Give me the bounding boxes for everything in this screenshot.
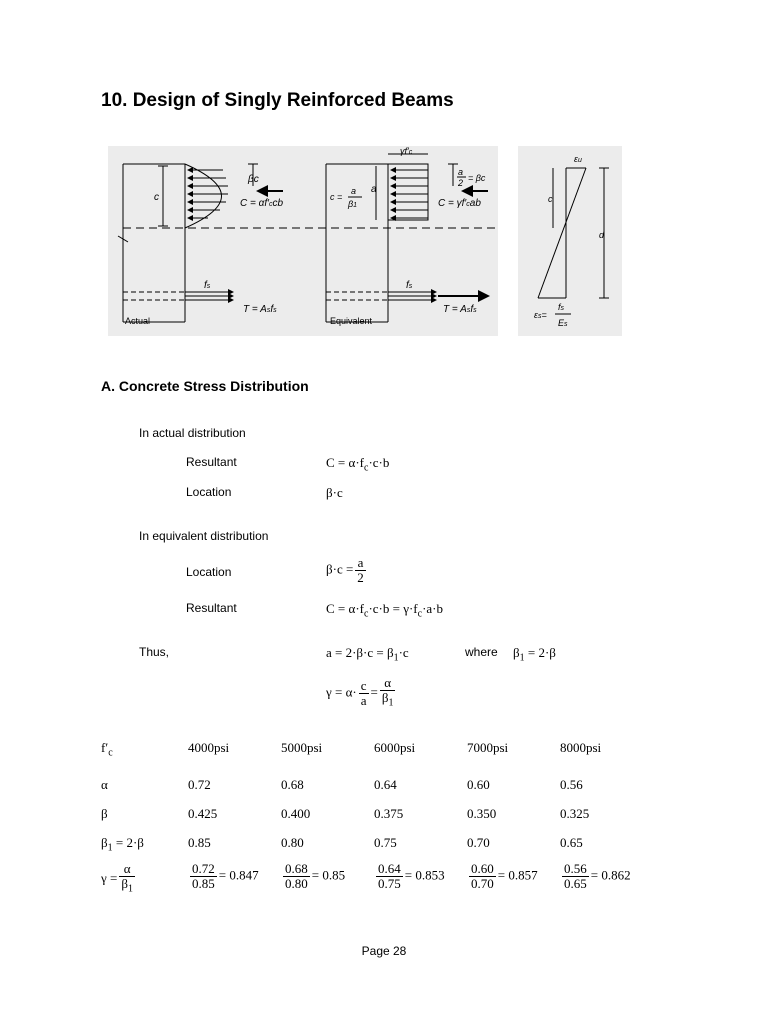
table-cell: 4000psi bbox=[188, 740, 230, 755]
figure-background bbox=[108, 146, 498, 336]
section-title: A. Concrete Stress Distribution bbox=[101, 378, 309, 394]
table-cell: 0.56 bbox=[560, 777, 583, 792]
actual-location-label: Location bbox=[186, 485, 232, 499]
page-number: Page 28 bbox=[361, 944, 407, 958]
table-row-beta bbox=[101, 806, 661, 832]
table-row-label: γ = $\frac{\alpha}{\beta_1}$ bbox=[101, 861, 133, 895]
table-cell: $\frac{0.56}{0.65}$ = 0.862 bbox=[564, 861, 631, 891]
table-cell: 0.68 bbox=[281, 777, 304, 792]
strain-c-label: c bbox=[548, 194, 553, 204]
gamma-fc-label: γf′c bbox=[400, 146, 413, 156]
where-label: where bbox=[465, 645, 498, 659]
equiv-tension-label: T = Asfs bbox=[443, 304, 477, 315]
equivalent-heading: In equivalent distribution bbox=[139, 529, 269, 543]
table-cell: $\frac{0.64}{0.75}$ = 0.853 bbox=[378, 861, 445, 891]
table-row-label: α bbox=[101, 777, 108, 792]
table-cell: 0.325 bbox=[560, 806, 590, 821]
table-cell: 7000psi bbox=[467, 740, 509, 755]
table-fc-label: $f'_c$ bbox=[101, 740, 113, 759]
equiv-c-a: a bbox=[351, 186, 357, 196]
table-cell: 0.60 bbox=[467, 777, 490, 792]
thus-a-formula: $a = 2\cdot\beta\cdot c = \beta_1\cdot c$ bbox=[326, 645, 409, 664]
table-row-beta1 bbox=[101, 835, 661, 861]
actual-tension-label: T = Asfs bbox=[243, 304, 277, 315]
equivalent-resultant-label: Resultant bbox=[186, 601, 237, 615]
beta1-definition: $\beta_1 = 2\cdot\beta$ bbox=[513, 645, 556, 664]
table-row-alpha bbox=[101, 777, 661, 803]
figure-strain-background bbox=[518, 146, 622, 336]
actual-resultant-formula: $C = \alpha\cdot f_c\cdot c\cdot b$ bbox=[326, 455, 390, 474]
actual-resultant-label: Resultant bbox=[186, 455, 237, 469]
eps-s-num: fs bbox=[558, 302, 565, 312]
table-cell: 6000psi bbox=[374, 740, 416, 755]
table-cell: 0.400 bbox=[281, 806, 311, 821]
equiv-c-beta1: β1 bbox=[348, 199, 358, 209]
table-cell: $\frac{0.68}{0.80}$ = 0.85 bbox=[285, 861, 346, 891]
table-row-label: β bbox=[101, 806, 108, 821]
table-cell: 0.64 bbox=[374, 777, 397, 792]
eps-u-label: εu bbox=[574, 154, 582, 164]
table-cell: 0.70 bbox=[467, 835, 490, 850]
table-row-label: $\beta_1 = 2\cdot\beta$ bbox=[101, 835, 144, 854]
strain-d-label: d bbox=[599, 230, 605, 240]
actual-fs-label: fs bbox=[204, 280, 211, 291]
equiv-a-label: a bbox=[371, 184, 377, 195]
equivalent-location-label: Location bbox=[186, 565, 232, 579]
a-over-2-num: a bbox=[458, 167, 464, 177]
table-cell: $\frac{0.72}{0.85}$ = 0.847 bbox=[192, 861, 259, 891]
actual-beta-c-label: βc bbox=[248, 174, 259, 185]
actual-compression-label: C = αf′ccb bbox=[240, 198, 284, 209]
eps-s-den: Es bbox=[558, 318, 568, 328]
equiv-fs-label: fs bbox=[406, 280, 413, 291]
actual-heading: In actual distribution bbox=[139, 426, 246, 440]
equivalent-label: Equivalent bbox=[330, 316, 373, 326]
table-cell: 0.75 bbox=[374, 835, 397, 850]
table-cell: 0.80 bbox=[281, 835, 304, 850]
table-cell: 0.425 bbox=[188, 806, 218, 821]
table-cell: 0.72 bbox=[188, 777, 211, 792]
equiv-c-formula: c = bbox=[330, 192, 343, 202]
equiv-compression-label: C = γf′cab bbox=[438, 198, 481, 209]
actual-c-label: c bbox=[154, 192, 159, 203]
eq-beta-c: = βc bbox=[468, 173, 486, 183]
table-cell: 8000psi bbox=[560, 740, 602, 755]
stress-distribution-figure bbox=[108, 146, 622, 336]
equivalent-location-formula: β·c = $\frac{a}{2}$ bbox=[326, 555, 364, 585]
a-over-2-den: 2 bbox=[458, 178, 464, 188]
thus-label: Thus, bbox=[139, 645, 170, 659]
equivalent-resultant-formula: $C = \alpha\cdot f_c\cdot c\cdot b = \gamma\cdot f_c\cdot a\cdot b$ bbox=[326, 601, 443, 620]
table-cell: 0.85 bbox=[188, 835, 211, 850]
table-cell: 0.350 bbox=[467, 806, 497, 821]
table-cell: 5000psi bbox=[281, 740, 323, 755]
eps-s-label: εs= bbox=[534, 310, 547, 320]
actual-label: Actual bbox=[125, 316, 151, 326]
table-row-gamma bbox=[101, 862, 661, 898]
table-cell: 0.375 bbox=[374, 806, 404, 821]
table-cell: $\frac{0.60}{0.70}$ = 0.857 bbox=[471, 861, 538, 891]
table-header-row bbox=[101, 740, 661, 766]
actual-location-formula: β·c bbox=[326, 485, 343, 500]
table-cell: 0.65 bbox=[560, 835, 583, 850]
gamma-formula: γ = α· $\frac{c}{a}$ = $\frac{\alpha}{\beta_1}$ bbox=[326, 675, 394, 709]
page-title: 10. Design of Singly Reinforced Beams bbox=[101, 90, 454, 111]
